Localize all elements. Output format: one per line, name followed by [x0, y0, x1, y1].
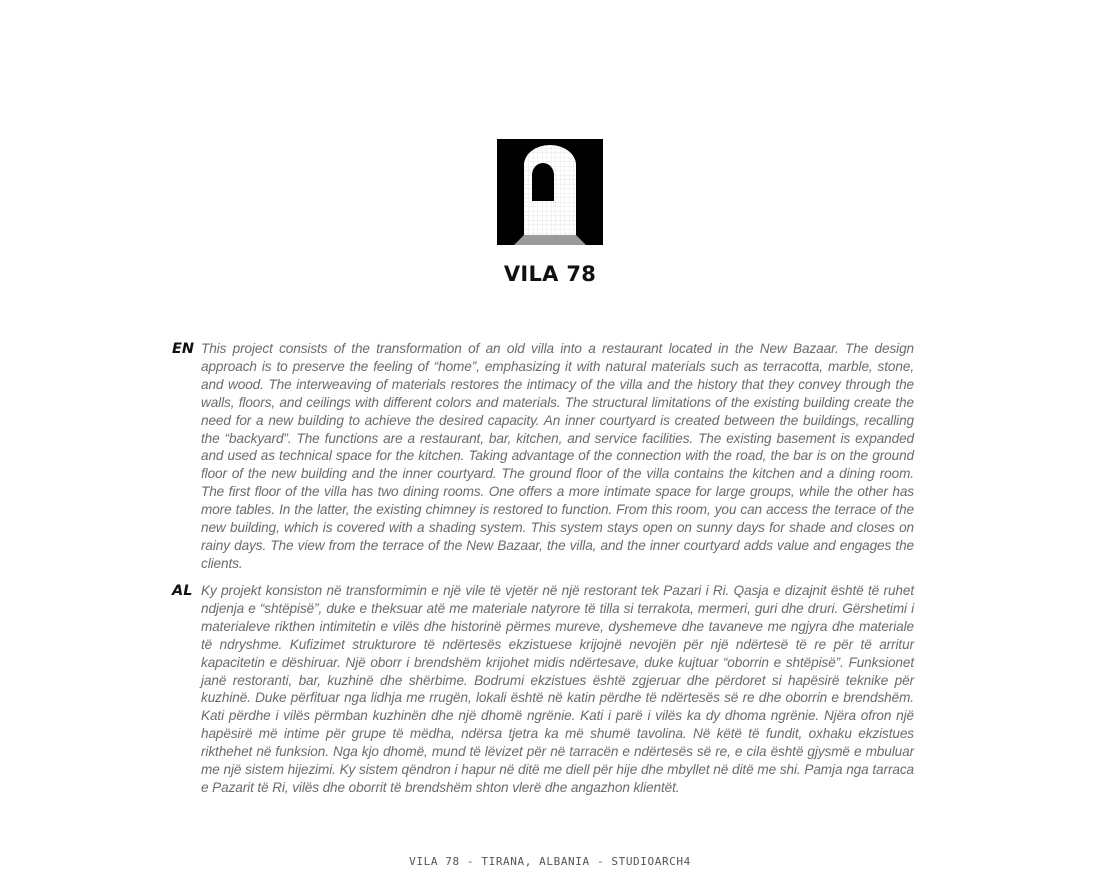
language-tag-en: EN	[172, 341, 195, 357]
description-en	[172, 340, 914, 573]
project-logo	[497, 139, 603, 245]
page-footer: VILA 78 - TIRANA, ALBANIA - STUDIOARCH4	[409, 855, 691, 868]
description-text-en: This project consists of the transformation of an old villa into a restaurant located in the New Bazaar. The design approach is to preserve the feeling of “home”, emphasizing it with natural materials such as terracotta, marble, stone, and wood. The interweaving of materials restores the intimacy of the villa and the history that they convey through the walls, floors, and ceilings with different colors and materials. The structural limitations of the existing building create the need for a new building to achieve the desired capacity. An inner courtyard is created between the buildings, recalling the “backyard”. The functions are a restaurant, bar, kitchen, and service facilities. The existing basement is expanded and used as technical space for the kitchen. Taking advantage of the connection with the road, the bar is on the ground floor of the new building and the inner courtyard. The ground floor of the villa contains the kitchen and a dining room. The first floor of the villa has two dining rooms. One offers a more intimate space for large groups, while the other has more tables. In the latter, the existing chimney is restored to function. From this room, you can access the terrace of the new building, which is covered with a shading system. This system stays open on sunny days for shade and closes on rainy days. The view from the terrace of the New Bazaar, the villa, and the inner courtyard adds value and engages the clients.	[201, 341, 914, 571]
description-al	[172, 582, 914, 797]
project-title: VILA 78	[503, 262, 597, 286]
language-tag-al: AL	[172, 583, 193, 599]
arched-doorway-icon	[497, 139, 603, 245]
description-text-al: Ky projekt konsiston në transformimin e një vile të vjetër në një restorant tek Pazari i Ri. Qasja e dizajnit është të ruhet ndjenja e “shtëpisë”, duke e theksuar atë me materiale natyrore të tilla si terrakota, mermeri, guri dhe druri. Gërshetimi i materialeve rikthen intimitetin e vilës dhe historinë përmes mureve, dyshemeve dhe tavaneve me ngjyra dhe materiale të ndryshme. Kufizimet strukturore të ndërtesës ekzistuese krijojnë nevojën për një ndërtesë të re për të arritur kapacitetin e dëshiruar. Një oborr i brendshëm krijohet midis ndërtesave, duke kujtuar “oborrin e shtëpisë”. Funksionet janë restoranti, bar, kuzhinë dhe shërbime. Bodrumi ekzistues është zgjeruar dhe përdoret si hapësirë teknike për kuzhinë. Duke përfituar nga lidhja me rrugën, lokali është në katin përdhe të ndërtesës së re dhe oborrin e brendshëm. Kati përdhe i vilës përmban kuzhinën dhe një dhomë ngrënie. Kati i parë i vilës ka dy dhoma ngrënie. Njëra ofron një hapësirë më intime për grupe të mëdha, ndërsa tjetra ka më shumë tavolina. Në këtë të fundit, oxhaku ekzistues rikthehet në funksion. Nga kjo dhomë, mund të lëvizet për në tarracën e ndërtesës së re, e cila është gjysmë e mbuluar me një sistem hijezimi. Ky sistem qëndron i hapur në ditë me diell për hije dhe mbyllet në ditë me shi. Pamja nga tarraca e Pazarit të Ri, vilës dhe oborrit të brendshëm shton vlerë dhe angazhon klientët.	[201, 583, 914, 795]
